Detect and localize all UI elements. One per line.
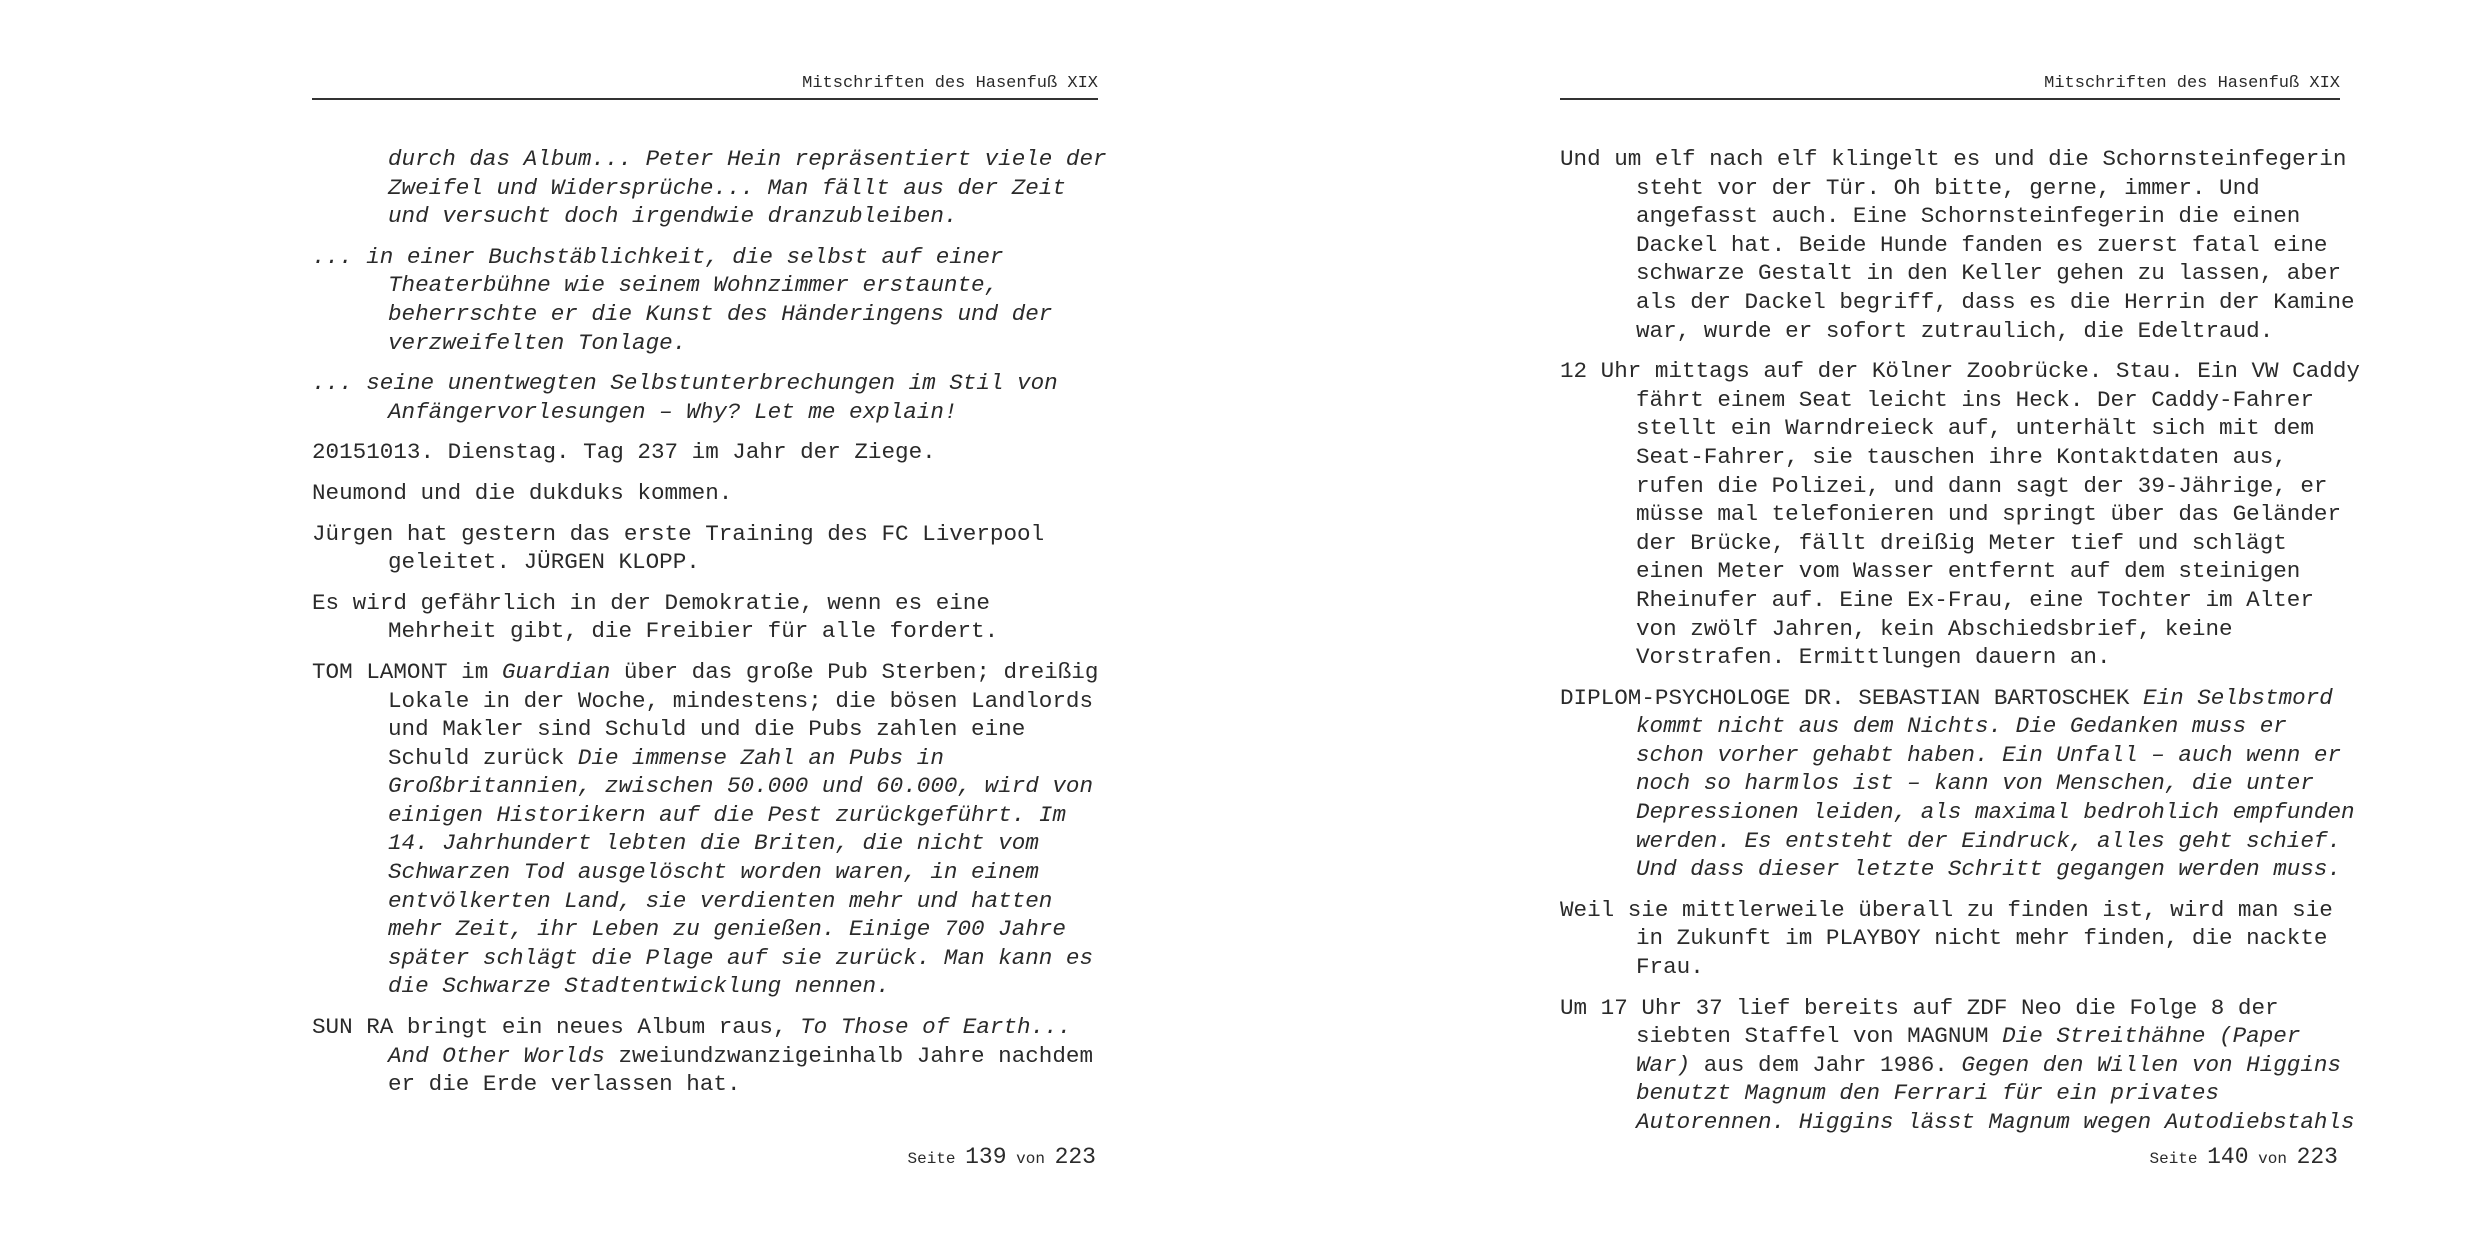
paragraph <box>1560 357 2360 672</box>
footer-sep: von <box>1016 1150 1045 1168</box>
italic-text: To Those of Earth... And Other Worlds <box>388 1014 1072 1069</box>
page-number: 139 <box>965 1144 1007 1170</box>
footer-prefix: Seite <box>907 1150 956 1168</box>
paragraph <box>312 479 1108 508</box>
italic-text: Gegen den Willen von Higgins benutzt Magnum den Ferrari für ein privates Autorennen. Higgins lässt Magnum wegen Autodiebstahls <box>1636 1051 2355 1135</box>
text-run: 20151013. Dienstag. Tag 237 im Jahr der Ziege. <box>312 439 936 466</box>
text-run: Weil sie mittlerweile überall zu finden ist, wird man sie in Zukunft im PLAYBOY nicht mehr finden, die nackte Frau. <box>1560 896 2333 981</box>
text-run: über das große Pub Sterben; dreißig Lokale in der Woche, mindestens; die bösen Landlords und Makler sind Schuld und die Pubs zahlen eine Schuld zurück <box>388 658 1099 771</box>
italic-text: ... seine unentwegten Selbstunterbrechungen im Stil von Anfängervorlesungen – Why? Let me explain! <box>312 370 1058 425</box>
italic-text: durch das Album... Peter Hein repräsentiert viele der Zweifel und Widersprüche... Man fällt aus der Zeit und versucht doch irgendwie dranzubleiben. <box>388 146 1107 230</box>
italic-text: ... in einer Buchstäblichkeit, die selbst auf einer Theaterbühne wie seinem Wohnzimmer erstaunte, beherrschte er die Kunst des Händeringens und der verzweifelten Tonlage. <box>312 243 1053 356</box>
running-header: Mitschriften des Hasenfuß XIX <box>1560 70 2340 100</box>
paragraph <box>312 520 1108 577</box>
paragraph <box>312 1013 1108 1099</box>
footer-sep: von <box>2258 1150 2287 1168</box>
text-run: TOM LAMONT im <box>312 658 502 685</box>
text-run: aus dem Jahr 1986. <box>1690 1051 1962 1078</box>
paragraph <box>312 589 1108 646</box>
page-total: 223 <box>2296 1144 2338 1170</box>
text-run: SUN RA bringt ein neues Album raus, <box>312 1014 801 1041</box>
paragraph <box>312 243 1108 357</box>
text-run: 12 Uhr mittags auf der Kölner Zoobrücke. Stau. Ein VW Caddy fährt einem Seat leicht ins Heck. Der Caddy-Fahrer stellt ein Warndreieck auf, unterhält sich mit dem Seat-Fahrer, sie tauschen ihre Kontaktdaten aus, rufen die Polizei, und dann sagt der 39-Jährige, er müsse mal telefonieren und springt über das Geländer der Brücke, fällt dreißig Meter tief und schlägt einen Meter vom Wasser entfernt auf dem steinigen Rheinufer auf. Eine Ex-Frau, eine Tochter im Alter von zwölf Jahren, kein Abschiedsbrief, keine Vorstrafen. Ermittlungen dauern an. <box>1560 358 2360 671</box>
text-run: Neumond und die dukduks kommen. <box>312 479 733 506</box>
paragraph <box>1560 896 2360 982</box>
italic-text: Guardian <box>501 658 611 685</box>
page-footer <box>312 1142 1096 1172</box>
running-header: Mitschriften des Hasenfuß XIX <box>312 70 1098 100</box>
text-run: Jürgen hat gestern das erste Training des FC Liverpool geleitet. JÜRGEN KLOPP. <box>312 520 1045 576</box>
paragraph <box>312 145 1108 231</box>
italic-text: Die immense Zahl an Pubs in Großbritannien, zwischen 50.000 und 60.000, wird von einigen Historikern auf die Pest zurückgeführt. Im 14. Jahrhundert lebten die Briten, die nicht vom Schwarzen Tod ausgelöscht worden waren, in einem entvölkerten Land, sie verdienten mehr und hatten mehr Zeit, ihr Leben zu genießen. Einige 700 Jahre später schlägt die Plage auf sie zurück. Man kann es die Schwarze Stadtentwicklung nennen. <box>388 744 1094 1000</box>
page-body <box>1560 145 2360 1149</box>
text-run: Es wird gefährlich in der Demokratie, wenn es eine Mehrheit gibt, die Freibier für alle fordert. <box>312 589 999 645</box>
page-footer <box>1560 1142 2338 1172</box>
paragraph <box>1560 684 2360 884</box>
paragraph <box>312 658 1108 1001</box>
paragraph <box>1560 145 2360 345</box>
right-page <box>1240 0 2480 1240</box>
footer-prefix: Seite <box>2149 1150 2198 1168</box>
italic-text: Ein Selbstmord kommt nicht aus dem Nichts. Die Gedanken muss er schon vorher gehabt haben. Ein Unfall – auch wenn er noch so harmlos ist – kann von Menschen, die unter Depressionen leiden, als maximal bedrohlich empfunden werden. Es entsteht der Eindruck, alles geht schief. Und dass dieser letzte Schritt gegangen werden muss. <box>1636 684 2355 883</box>
text-run: Um 17 Uhr 37 lief bereits auf ZDF Neo die Folge 8 der siebten Staffel von MAGNUM <box>1560 994 2279 1050</box>
text-run: Und um elf nach elf klingelt es und die Schornsteinfegerin steht vor der Tür. Oh bitte, gerne, immer. Und angefasst auch. Eine Schornsteinfegerin die einen Dackel hat. Beide Hunde fanden es zuerst fatal eine schwarze Gestalt in den Keller gehen zu lassen, aber als der Dackel begriff, dass es die Herrin der Kamine war, wurde er sofort zutraulich, die Edeltraud. <box>1560 146 2355 344</box>
text-run: zweiundzwanzigeinhalb Jahre nachdem er die Erde verlassen hat. <box>388 1042 1094 1098</box>
paragraph <box>312 438 1108 467</box>
page-number: 140 <box>2207 1144 2249 1170</box>
paragraph <box>1560 994 2360 1137</box>
text-run: DIPLOM-PSYCHOLOGE DR. SEBASTIAN BARTOSCHEK <box>1560 684 2144 711</box>
page-total: 223 <box>1054 1144 1096 1170</box>
page-body <box>312 145 1108 1111</box>
paragraph <box>312 369 1108 426</box>
italic-text: Die Streithähne (Paper War) <box>1636 1023 2301 1078</box>
